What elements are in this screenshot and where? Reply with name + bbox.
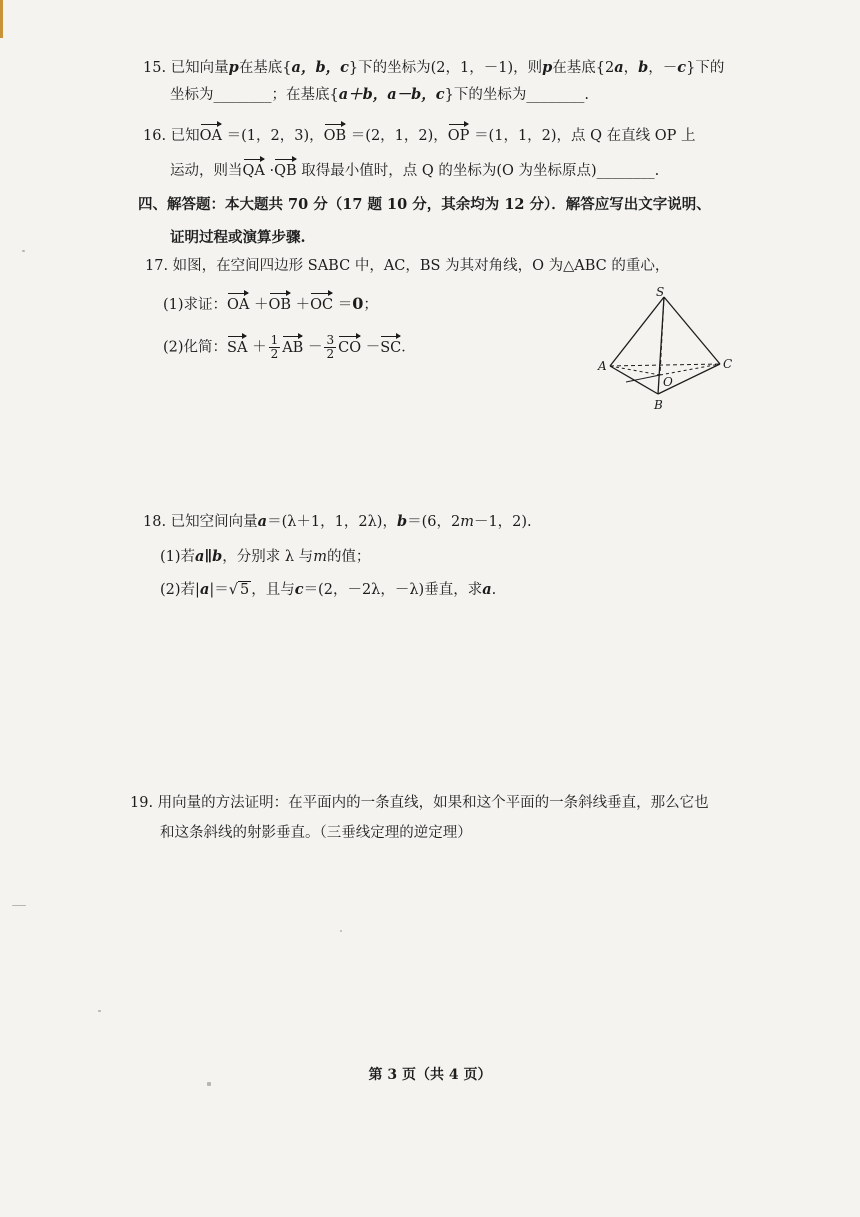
scan-edge-mark — [0, 0, 3, 38]
vector-co: CO — [338, 335, 361, 358]
vector-oa: OA — [200, 123, 222, 146]
q19-line-1: 19. 用向量的方法证明：在平面内的一条直线，如果和这个平面的一条斜线垂直，那么它也 — [130, 795, 709, 811]
vector-qa: QA — [243, 158, 265, 181]
page-number-footer: 第 3 页（共 4 页） — [368, 1067, 492, 1083]
vector-ob: OB — [269, 292, 292, 315]
scan-speck — [22, 250, 25, 252]
vector-op: OP — [448, 123, 470, 146]
q18-stem: 18. 已知空间向量a＝(λ＋1，1，2λ)，b＝(6，2m－1，2). — [143, 513, 532, 530]
q16-line-1: 16. 已知OA ＝(1，2，3)，OB ＝(2，1，2)，OP ＝(1，1，2)，点 Q 在直线 OP 上 — [143, 123, 696, 146]
label-c: C — [723, 357, 733, 371]
section-4-heading-cont: 证明过程或演算步骤. — [170, 229, 306, 246]
scan-speck — [98, 1010, 101, 1012]
q15-number: 15. — [143, 60, 167, 76]
vector-ob: OB — [324, 123, 347, 146]
scan-speck — [12, 905, 26, 906]
scan-speck — [207, 1082, 211, 1086]
q18-number: 18. — [143, 514, 167, 530]
q16-number: 16. — [143, 128, 167, 144]
label-a: A — [598, 359, 607, 373]
vector-oc: OC — [310, 292, 333, 315]
q17-part-1: (1)求证：OA ＋OB ＋OC ＝0； — [163, 294, 378, 313]
zero-vector: 0 — [352, 294, 364, 313]
vector-sc: SC — [380, 335, 401, 358]
vector-qb: QB — [274, 158, 297, 181]
vector-oa: OA — [227, 292, 249, 315]
vector-ab: AB — [282, 335, 303, 358]
label-s: S — [656, 285, 665, 299]
q17-number: 17. — [145, 258, 169, 274]
label-o: O — [663, 375, 673, 389]
sqrt-five: √ 5 — [228, 582, 250, 598]
section-4-heading: 四、解答题：本大题共 70 分（17 题 10 分，其余均为 12 分）．解答应写出文字说明、 — [138, 196, 711, 213]
q17-part-2: (2)化简：SA ＋ $\frac{1}{2}$ AB － $\frac{3}{2}$ CO －SC． — [163, 333, 416, 361]
fraction-three-halves: $\frac{3}{2}$ — [326, 333, 335, 361]
q15-line-2: 坐标为________；在基底{a＋b，a－b，c}下的坐标为________. — [170, 86, 589, 103]
q18-part-1: (1)若a∥b，分别求 λ 与m的值； — [160, 548, 371, 565]
fraction-one-half: $\frac{1}{2}$ — [270, 333, 279, 361]
q19-number: 19. — [130, 795, 154, 811]
q15-line-1: 15. 已知向量p在基底{a，b，c}下的坐标为(2，1，－1)，则p在基底{2a，b，－c}下的 — [143, 59, 725, 76]
q19-line-2: 和这条斜线的射影垂直。（三垂线定理的逆定理） — [160, 825, 472, 841]
vector-sa: SA — [227, 335, 247, 358]
q17-stem: 17. 如图，在空间四边形 SABC 中，AC，BS 为其对角线，O 为△ABC 的重心， — [145, 258, 670, 274]
tetrahedron-figure — [596, 284, 746, 414]
q16-line-2: 运动，则当QA ·QB 取得最小值时，点 Q 的坐标为(O 为坐标原点)________. — [170, 158, 659, 181]
scan-speck — [340, 930, 342, 932]
q18-part-2: (2)若|a|＝√ 5 ，且与c＝(2，－2λ，－λ)垂直，求a. — [160, 581, 497, 598]
label-b: B — [654, 398, 663, 412]
